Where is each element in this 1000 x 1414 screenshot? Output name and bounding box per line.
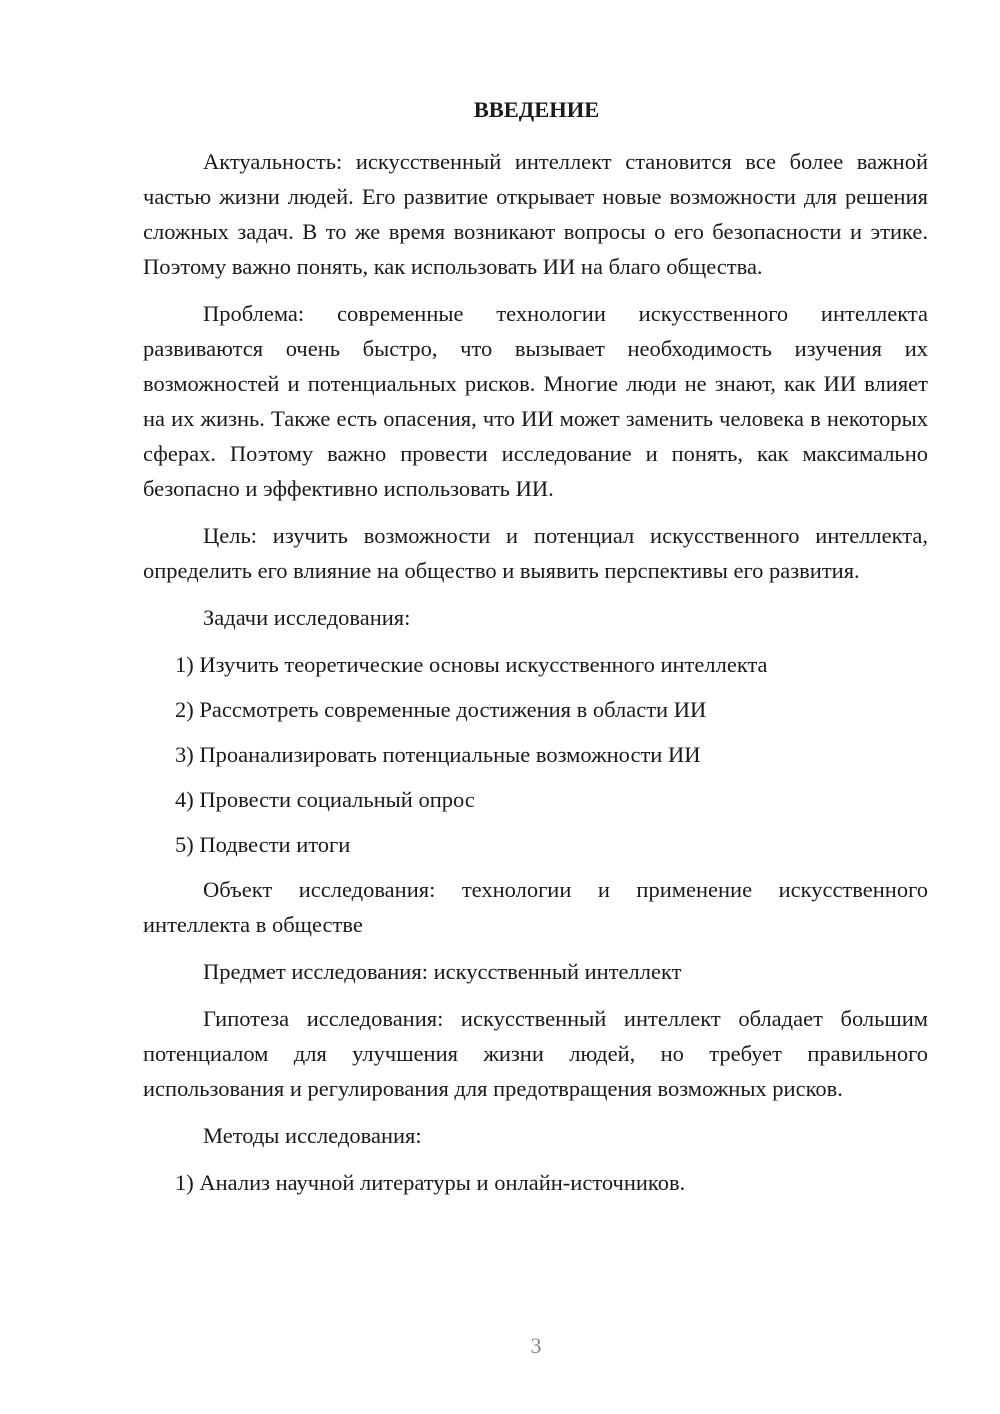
page-number: 3 [530, 1333, 542, 1358]
task-item: 1) Изучить теоретические основы искусственного интеллекта [175, 652, 768, 677]
task-item: 3) Проанализировать потенциальные возможности ИИ [175, 742, 701, 767]
task-item: 5) Подвести итоги [175, 832, 351, 857]
methods-heading: Методы исследования: [203, 1123, 422, 1148]
method-item: 1) Анализ научной литературы и онлайн-источников. [175, 1170, 686, 1195]
task-item: 4) Провести социальный опрос [175, 787, 475, 812]
page-title: ВВЕДЕНИЕ [473, 97, 600, 122]
task-item: 2) Рассмотреть современные достижения в области ИИ [175, 697, 707, 722]
object-paragraph: Объект исследования: технологии и применение искусственного интеллекта в обществе [143, 877, 928, 937]
hypothesis-paragraph: Гипотеза исследования: искусственный интеллект обладает большим потенциалом для улучшения жизни людей, но требует правильного использования и регулирования для предотвращения возможных рисков. [143, 1006, 928, 1101]
relevance-paragraph: Актуальность: искусственный интеллект становится все более важной частью жизни людей. Его развитие открывает новые возможности для решения сложных задач. В то же время возникают вопросы о его безопасности и этике. Поэтому важно понять, как использовать ИИ на благо общества. [143, 149, 928, 279]
problem-paragraph: Проблема: современные технологии искусственного интеллекта развиваются очень быстро, что вызывает необходимость изучения их возможностей и потенциальных рисков. Многие люди не знают, как ИИ влияет на их жизнь. Также есть опасения, что ИИ может заменить человека в некоторых сферах. Поэтому важно провести исследование и понять, как максимально безопасно и эффективно использовать ИИ. [143, 301, 928, 501]
goal-paragraph: Цель: изучить возможности и потенциал искусственного интеллекта, определить его влияние на общество и выявить перспективы его развития. [143, 523, 928, 583]
tasks-heading: Задачи исследования: [203, 605, 411, 630]
subject-paragraph: Предмет исследования: искусственный интеллект [203, 959, 682, 984]
document-page [143, 92, 928, 1210]
